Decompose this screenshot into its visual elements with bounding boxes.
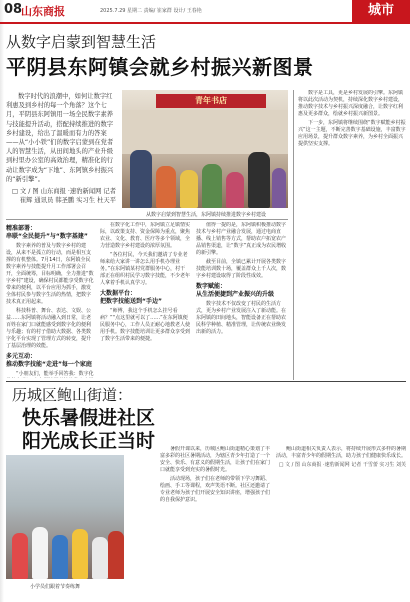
feature-byline: □ 文 / 图 山东商报 ·速豹新闻网 记者 干雪蕾 实习生 刘芙	[278, 462, 406, 468]
photo-child	[32, 527, 48, 579]
feature-photo	[6, 455, 124, 579]
main-kicker: 从数字启蒙到智慧生活	[6, 33, 157, 51]
article-column-3	[196, 222, 288, 378]
feature-kicker: 历城区鲍山街道：	[12, 386, 133, 404]
photo-person	[202, 164, 222, 208]
body-paragraph: 活动现场，孩子们在老师的带领下学习舞蹈、绘画、手工等课程，欢声笑语不断。社区还邀请了专业老师为孩子们开展安全知识讲座，增强孩子们的自我保护意识。	[160, 476, 270, 503]
article-column-4	[298, 90, 406, 378]
subheading: 大数据平台： 把数字技能送到“手边”	[100, 290, 162, 305]
photo-person	[180, 170, 198, 208]
feature-column-1	[160, 446, 270, 596]
body-paragraph: 数字素养的普及与数字乡村的建设，从来不是孤立的行动，而是相互支撑的有机整体。7月14日，东阿镇全民数字素养与技能提升月工作部署会召开，全面统筹，目标明确，全力推进“数字乡村”建设，确保村民都能享受数字化带来的便利，以平台应用为抓手，激发全体村民参与数字生活的热情，把数字技术真正用起来。	[6, 243, 94, 305]
body-paragraph: 下一步，东阿镇将继续围绕“数字赋能乡村振兴”这一主题，不断完善数字基础设施，丰富数字应用场景，提升群众数字素养，为乡村全面振兴提供坚实支撑。	[298, 120, 406, 147]
article-column-1	[6, 222, 94, 378]
section-badge: 城市	[352, 0, 410, 22]
feature-headline-line2: 阳光成长正当时	[22, 430, 156, 452]
photo-person	[130, 150, 152, 208]
subheading: 精准部署： 串联“全民提升”与“数字基建”	[6, 225, 88, 240]
photo-child	[72, 529, 88, 579]
feature-column-2	[276, 446, 406, 596]
issue-meta: 2025.7.29 星期二 责编/ 崔家群 设计/ 王春艳	[100, 8, 202, 14]
photo-wall	[122, 110, 288, 154]
body-paragraph: 截至目前，全镇已累计开展各类数字技能培训数十场，覆盖群众上千人次，数字乡村建设取得了阶段性成效。	[196, 259, 287, 279]
page-number: 08	[4, 2, 23, 17]
feature-headline-line1: 快乐暑假进社区	[22, 407, 156, 429]
photo-shop-sign: 青年书店	[156, 94, 266, 108]
body-paragraph: 暑假开课以来，历城区鲍山街道精心策划了丰富多彩的社区暑期活动，为辖区青少年打造了一个安全、快乐、有意义的假期生活，让孩子们在家门口就能享受到充实的暑假时光。	[160, 446, 270, 473]
body-paragraph: “师傅，我这个手机怎么挂号看病？”“点这里就可以了……”在东阿镇便民服务中心，工作人员正耐心地教老人使用手机。数字技能培训让更多群众享受到了数字生活带来的便捷。	[100, 308, 190, 342]
body-paragraph: 值得一提的是，东阿镇积极推动数字技术与乡村产业融合发展，通过电商直播、线上销售等方式，帮助农户拓宽农产品销售渠道，让“数字”真正成为农民增收的新引擎。	[196, 222, 287, 256]
paper-name: 山东商报	[21, 5, 65, 18]
column-divider	[293, 90, 294, 380]
body-paragraph: 鲍山街道相关负责人表示，将持续开展形式多样的暑期活动，丰富青少年的假期生活，助力孩子们健康快乐成长。	[276, 446, 406, 459]
photo-child	[92, 537, 108, 579]
photo-person	[156, 166, 176, 208]
photo-person	[226, 172, 244, 208]
body-paragraph: 数字技术不仅改变了村民的生活方式，更为乡村产业发展注入了新动能。在东阿镇的田间地头，智能设备正在帮助农民科学种植、精准管理，让传统农业焕发出新的活力。	[196, 301, 287, 335]
subheading: 多元互动： 推动数字技能“走进”每一个家庭	[6, 353, 92, 368]
feature-photo-caption: 小学员们跟着节奏练舞	[30, 584, 81, 590]
lead-intro	[6, 92, 116, 210]
main-headline: 平阴县东阿镇会就乡村振兴新图景	[6, 55, 314, 79]
body-paragraph: “小朋友们，能举手回答我：数字化	[16, 371, 94, 377]
page-fold-shadow	[0, 0, 4, 602]
photo-person	[248, 152, 270, 208]
subheading: 数字赋能： 从生活便捷到产业振兴的升级	[196, 283, 275, 298]
body-paragraph: 数字是工具，更是乡村发展的引擎。东阿镇将以此次活动为契机，持续深化数字乡村建设，推动数字技术与乡村振兴深度融合，让数字红利惠及更多群众，绘就乡村振兴新图景。	[298, 90, 404, 117]
body-paragraph: 在数字化工作中，东阿镇立足镇情实际，以政策支持、资金保障为重点，聚焦农业、文化、教育、医疗等多个领域，全力营造数字乡村建设的浓厚氛围。	[100, 222, 190, 249]
photo-child	[108, 531, 124, 579]
masthead	[0, 0, 410, 22]
photo-person	[272, 168, 286, 208]
body-paragraph: “各位村民，今天我们邀请了专业老师来给大家讲一讲怎么用手机办理业务。”在东阿镇某村党群服务中心，村干部正在组织村民学习数字技能，不少老年人拿着手机认真学习。	[100, 252, 190, 286]
section-divider	[6, 381, 406, 382]
photo-child	[52, 535, 68, 579]
divider	[6, 219, 288, 220]
photo-child	[12, 533, 28, 579]
body-paragraph: 科技科普、舞台、表达、文娱、公益……东阿镇将活动融入到日常，让老百姓在家门口就能感受到数字化的便利与乐趣；有的村子借助大数据、各类数字化平台实现了管理方式的转变，提升了基层治理的效能。	[6, 308, 92, 349]
lead-byline: □ 文 / 图 山东商报 ·速豹新闻网 记者 崔辉 通讯员 韩圣鹏 实习生 杜天平	[12, 188, 116, 205]
main-photo	[122, 90, 288, 208]
main-photo-caption: 从数字启蒙到智慧生活，东阿镇持续推进数字乡村建设	[146, 212, 267, 218]
article-column-2	[100, 222, 190, 378]
masthead-rule	[0, 22, 410, 24]
lead-paragraph: 数字时代的浪潮中，如何让数字红利惠及到乡村的每一个角落？这个七月，平阴县东阿镇用一场全民数字素养与技能提升活动，搭配持续推进的数字乡村建设，给出了温暖而有力的答案——从“小小铁”们的数字启蒙到在党者人的智慧生活，从田间地头的产业升级到村里办公室的高效治理，精准化的行动让数字成为“下地”、东阿镇乡村振兴的“新引擎”。	[6, 93, 114, 183]
